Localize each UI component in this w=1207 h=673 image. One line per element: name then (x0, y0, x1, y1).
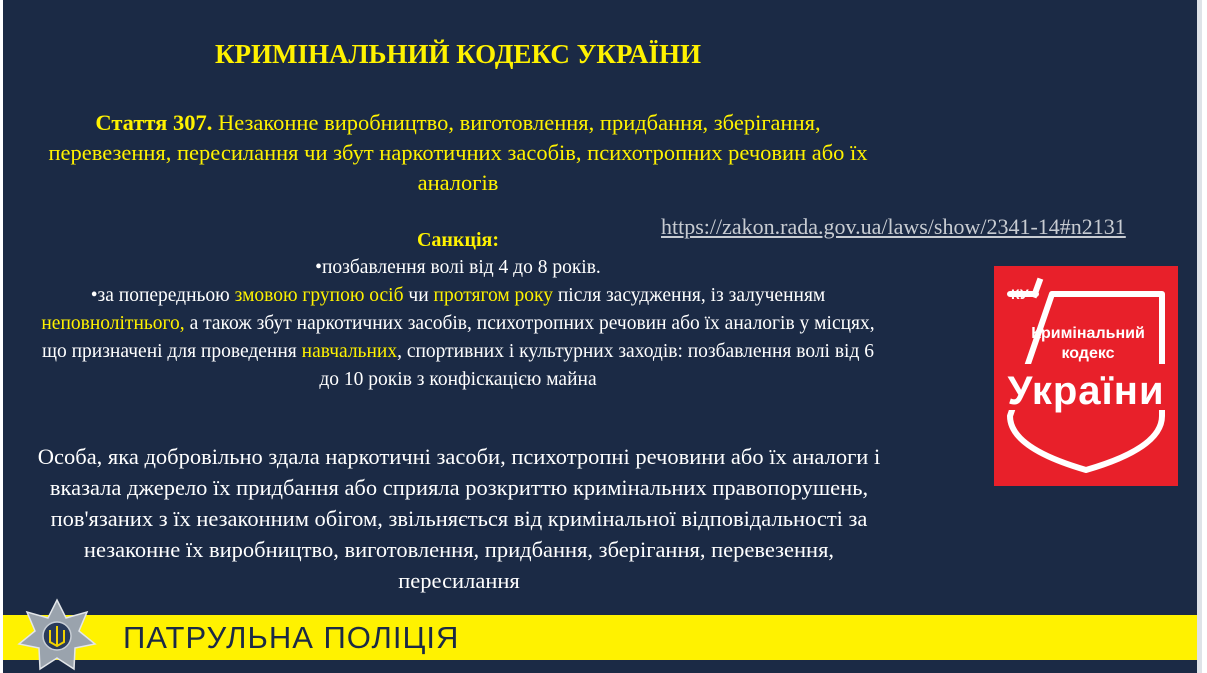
sanction-line-1: •позбавлення волі від 4 до 8 років. (315, 257, 601, 278)
highlight-conspiracy: змовою групою осіб (234, 285, 404, 306)
source-link[interactable]: https://zakon.rada.gov.ua/laws/show/2341-14#n2131 (661, 214, 1126, 239)
sanction-text-part: •за попередньою (90, 285, 235, 306)
criminal-code-logo (994, 266, 1178, 486)
article-label: Стаття 307. (95, 110, 213, 135)
article-heading (33, 108, 883, 198)
sanction-text-part: а також збут наркотичних засобів, психотропних речовин або їх аналогів у місцях, що призначені для проведення (41, 313, 875, 362)
slide-edge (1197, 0, 1202, 673)
sanction-text (33, 254, 883, 394)
page-title: КРИМІНАЛЬНИЙ КОДЕКС УКРАЇНИ (214, 39, 702, 69)
slide (3, 0, 1202, 673)
sanction-label: Санкція: (416, 229, 500, 251)
police-star-badge-icon (17, 598, 97, 672)
highlight-within-year: протягом року (433, 285, 553, 306)
sanction-text-part: , спортивних і культурних заходів: позбавлення волі від 6 до 10 років з конфіскацією майна (319, 341, 875, 390)
logo-mark: КУ (1011, 286, 1029, 302)
logo-line-2: кодекс (1061, 345, 1115, 362)
highlight-minor: неповнолітнього, (41, 313, 185, 334)
logo-line-1: Кримінальний (1031, 325, 1145, 342)
release-paragraph: Особа, яка добровільно здала наркотичні засоби, психотропні речовини або їх аналоги і вказала джерело їх придбання або сприяла розкриттю кримінальних правопорушень, пов'язаних з їх незаконним обігом, звільняється від кримінальної відповідальності за незаконне їх виробництво, виготовлення, придбання, зберігання, перевезення, пересилання (37, 444, 881, 593)
criminal-code-shield-icon (994, 266, 1178, 486)
sanction-text-part: після засудження, із залученням (553, 285, 826, 306)
sanction-paragraph-2 (33, 282, 883, 394)
logo-line-3: України (1007, 369, 1165, 413)
article-text: Незаконне виробництво, виготовлення, придбання, зберігання, перевезення, пересилання чи збут наркотичних засобів, психотропних речовин або їх аналогів (48, 110, 868, 195)
highlight-educational: навчальних (301, 341, 398, 362)
footer-police-label: ПАТРУЛЬНА ПОЛІЦІЯ (123, 620, 460, 655)
sanction-text-part: чи (403, 285, 434, 306)
